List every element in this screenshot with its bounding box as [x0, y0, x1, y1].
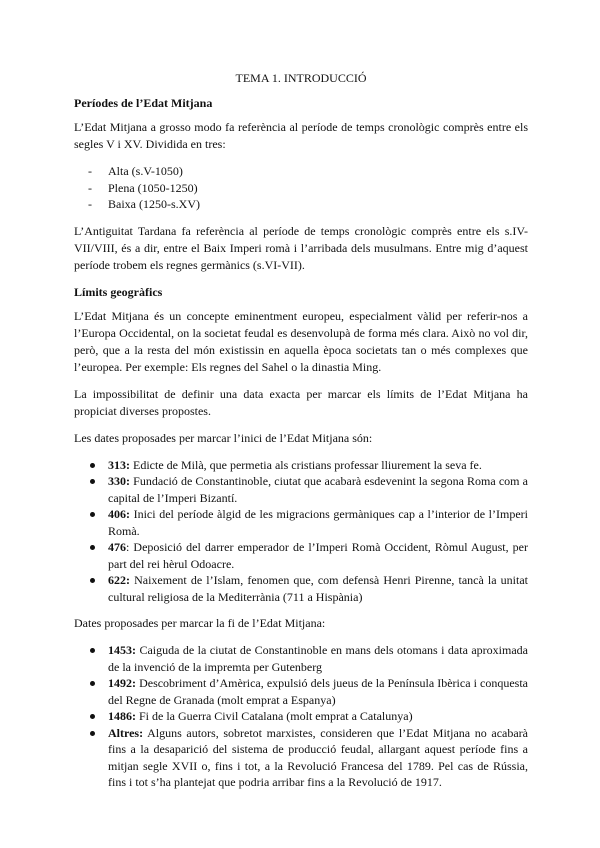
date-text: Fundació de Constantinoble, ciutat que acabarà esdevenint la segona Roma com a capital de l’Imperi Bizantí.: [108, 474, 528, 505]
list-item: - Alta (s.V-1050): [88, 164, 183, 178]
bullet-icon: [90, 714, 95, 719]
bullet-icon: [90, 545, 95, 550]
list-item: [74, 642, 528, 675]
date-text: Caiguda de la ciutat de Constantinoble en mans dels otomans i data aproximada de la invenció de la impremta per Gutenberg: [108, 643, 528, 674]
list-item: [74, 473, 528, 506]
bullet-icon: [90, 479, 95, 484]
list-item: [74, 506, 528, 539]
date-year: 313:: [108, 457, 130, 472]
date-year: 1492:: [108, 676, 136, 690]
section-heading-limits: Límits geogràfics: [74, 284, 163, 299]
date-year: 406:: [108, 507, 130, 521]
periods-list: [74, 163, 528, 213]
date-year: 1453:: [108, 643, 136, 657]
document-title: TEMA 1. INTRODUCCIÓ: [235, 71, 367, 85]
paragraph-intro: L’Edat Mitjana a grosso modo fa referència al període de temps cronològic comprès entre els segles V i XV. Dividida en tres:: [74, 120, 528, 151]
date-text: Edicte de Milà, que permetia als cristians professar lliurement la seva fe.: [130, 457, 482, 472]
bullet-icon: [90, 578, 95, 583]
list-item: [74, 708, 528, 725]
date-year: 1486:: [108, 709, 136, 723]
paragraph-start-intro: Les dates proposades per marcar l’inici de l’Edat Mitjana són:: [74, 430, 373, 445]
paragraph-antiquity: L’Antiguitat Tardana fa referència al període de temps cronològic comprès entre els s.IV-VII/VIII, és a dir, entre el Baix Imperi romà i l’arribada dels musulmans. Entre mig d’aquest període trobem els regnes germànics (s.VI-VII).: [74, 223, 528, 272]
date-text: Naixement de l’Islam, fenomen que, com defensà Henri Pirenne, tancà la unitat cultural religiosa de la Mediterrània (711 a Hispània): [108, 573, 528, 604]
document-page: [74, 70, 528, 801]
date-text: Inici del període àlgid de les migracions germàniques cap a l’interior de l’Imperi Romà.: [108, 507, 528, 538]
period-label: Baixa (1250-s.XV): [108, 197, 200, 211]
start-dates-list: [74, 457, 528, 606]
period-label: Plena (1050-1250): [108, 180, 198, 195]
bullet-icon: [90, 681, 95, 686]
date-year: 622:: [108, 573, 130, 587]
date-year: 330:: [108, 474, 130, 488]
end-dates-list: [74, 642, 528, 791]
bullet-icon: [90, 648, 95, 653]
date-text: Alguns autors, sobretot marxistes, consideren que l’Edat Mitjana no acabarà fins a la desaparició del sistema de producció feudal, allargant aquest període fins a mitjan segle XVII o, fins i tot, a la Revolució Francesa del 1789. Pel cas de Rússia, fins i tot s’ha plantejat que podria arribar fins a la Revolució de 1917.: [108, 725, 528, 789]
date-year: Altres:: [108, 725, 144, 740]
bullet-icon: [90, 731, 95, 736]
paragraph-europe: L’Edat Mitjana és un concepte eminentment europeu, especialment vàlid per referir-nos a l’Europa Occidental, on la societat feudal es desenvolupà de forma més clara. Això no vol dir, però, que a la resta del món existissin en aquella època societats tan o més complexes que l’europea. Per exemple: Els regnes del Sahel o la dinastia Ming.: [74, 308, 528, 374]
bullet-icon: [90, 512, 95, 517]
list-item: [74, 539, 528, 572]
list-item: [74, 457, 528, 474]
list-item: [74, 725, 528, 791]
period-label: Alta (s.V-1050): [108, 164, 183, 178]
section-heading-periods: Períodes de l’Edat Mitjana: [74, 96, 213, 110]
date-text: Descobriment d’Amèrica, expulsió dels jueus de la Península Ibèrica i conquesta del Regne de Granada (molt emprat a Espanya): [108, 676, 528, 707]
list-item: - Plena (1050-1250): [88, 180, 198, 195]
paragraph-end-intro: Dates proposades per marcar la fi de l’Edat Mitjana:: [74, 616, 326, 630]
date-text: Fi de la Guerra Civil Catalana (molt emprat a Catalunya): [136, 709, 413, 723]
list-item: [74, 572, 528, 605]
date-text: : Deposició del darrer emperador de l’Imperi Romà Occident, Ròmul August, per part del rei hèrul Odoacre.: [108, 540, 528, 571]
bullet-icon: [90, 463, 95, 468]
list-item: [74, 675, 528, 708]
date-year: 476: [108, 540, 126, 554]
list-item: - Baixa (1250-s.XV): [88, 197, 200, 211]
paragraph-proposals: La impossibilitat de definir una data exacta per marcar els límits de l’Edat Mitjana ha propiciat diverses propostes.: [74, 386, 528, 418]
